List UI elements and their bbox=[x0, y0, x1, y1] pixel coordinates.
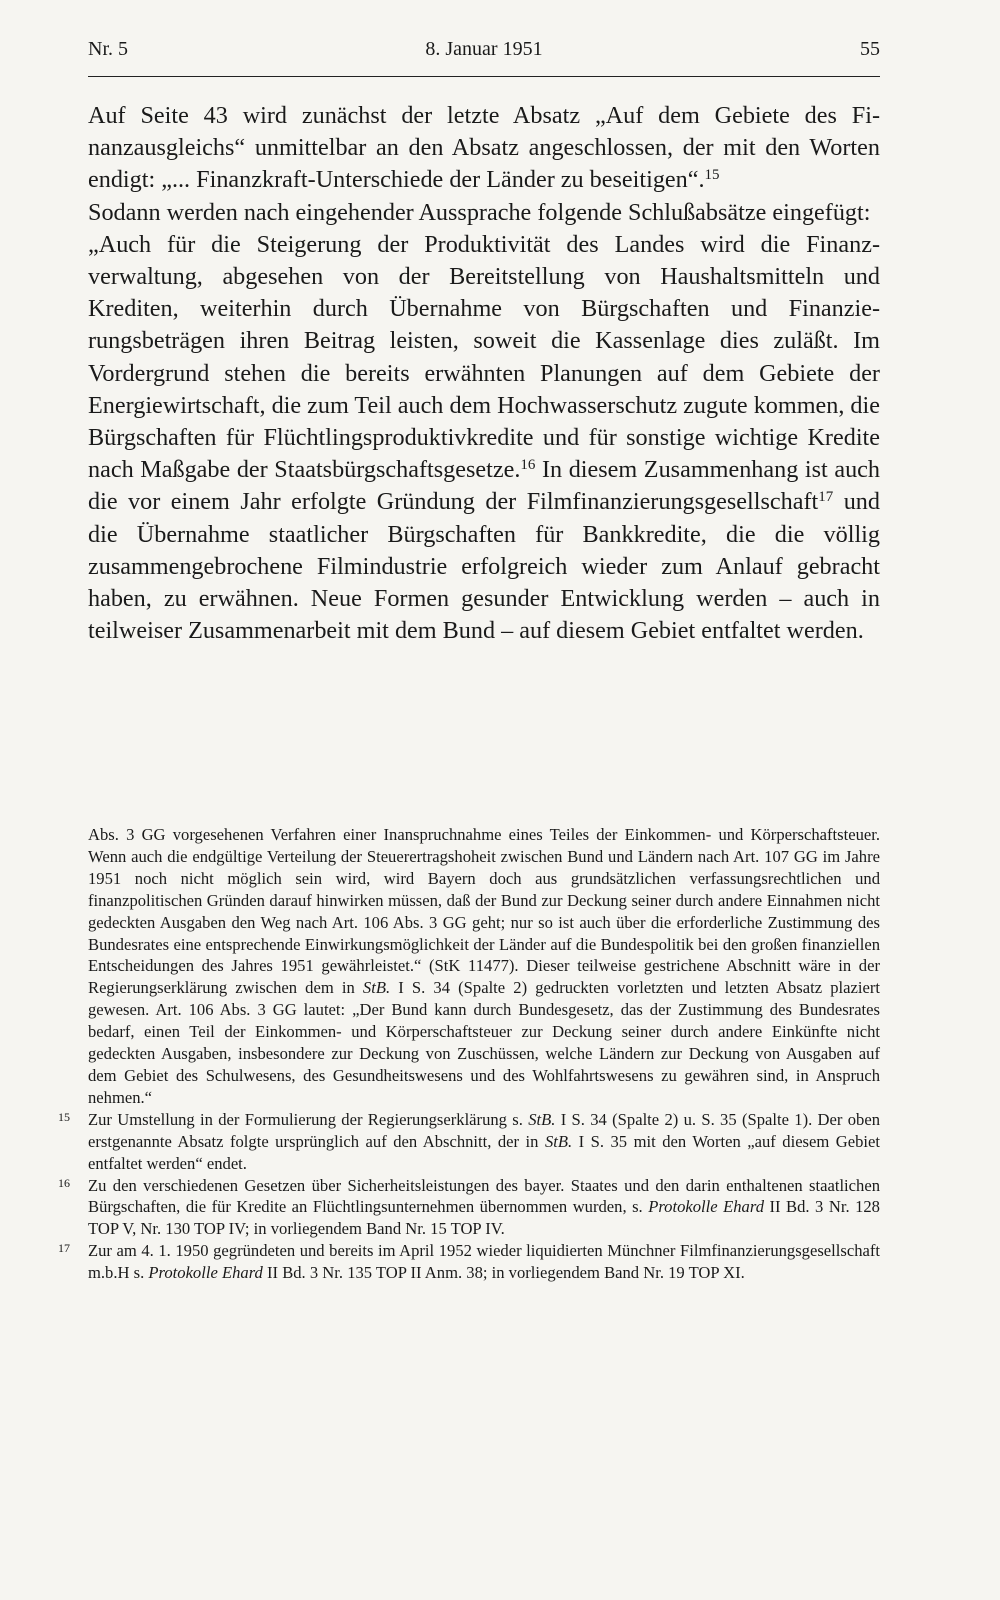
quoted-paragraph bbox=[88, 229, 880, 648]
footnote-17-text-a: Zur am 4. 1. 1950 gegründeten und bereits im April 1952 wieder liquidierten Münchner Filmfinanzierungsgesellschaft m.b.H s. bbox=[88, 1241, 880, 1283]
main-text bbox=[88, 100, 880, 647]
stb-abbrev: StB. bbox=[362, 978, 391, 998]
footnote-ref-17: 17 bbox=[818, 489, 834, 506]
footnote-ref-15: 15 bbox=[704, 167, 720, 184]
footnote-15-stb-2: StB. bbox=[544, 1131, 573, 1151]
footnote-16-text-b: II Bd. 3 Nr. 128 TOP V, Nr. 130 TOP IV; in vorliegendem Band Nr. 15 TOP IV. bbox=[88, 1197, 880, 1239]
footnotes bbox=[58, 824, 880, 1284]
footnote-16 bbox=[58, 1175, 880, 1241]
footnote-16-number: 16 bbox=[58, 1175, 70, 1190]
footnote-ref-16: 16 bbox=[520, 456, 536, 473]
running-header bbox=[88, 36, 880, 77]
footnote-17-number: 17 bbox=[58, 1241, 70, 1256]
footnote-17-citation: Protokolle Ehard bbox=[148, 1263, 263, 1283]
footnote-15-text-b: I S. 34 (Spalte 2) u. S. 35 (Spalte 1). Der oben erstgenannte Absatz folgte ursprünglich auf den Abschnitt, der in bbox=[88, 1109, 880, 1151]
footnote-15-stb-1: StB. bbox=[528, 1109, 556, 1129]
continuation-text-b: I S. 34 (Spalte 2) gedruckten vorletzten und letzten Absatz plaziert gewesen. Art. 106 Abs. 3 GG lautet: „Der Bund kann durch Bundesgesetz, das der Zustimmung des Bundesrates bedarf, einen Teil der Einkommen- und Körperschaftsteuer zur Deckung seiner durch andere Einkünfte nicht gedeckten Ausgaben, insbesondere zur Deckung von Zuschüssen, welche Ländern zur Deckung von Ausgaben auf dem Gebiet des Schulwesens, des Gesundheitswesens und des Wohlfahrtswesens zu gewähren sind, in Anspruch nehmen.“ bbox=[88, 978, 880, 1107]
issue-number: Nr. 5 bbox=[88, 38, 128, 60]
header-date: 8. Januar 1951 bbox=[425, 38, 543, 60]
quote-part-a: „Auch für die Steigerung der Produktivität des Landes wird die Finanzverwaltung, abgesehen von der Bereitstellung von Haushaltsmitteln und Krediten, weiterhin durch Übernahme von Bürgschaften und Finanzierungsbeträgen ihren Beitrag leisten, soweit die Kassenlage dies zuläßt. Im Vordergrund stehen die bereits erwähnten Planungen auf dem Gebiete der Energiewirtschaft, die zum Teil auch dem Hochwasserschutz zugute kommen, die Bürgschaften für Flüchtlingsproduktivkredite und für sonstige wichtige Kredite nach Maßgabe der Staatsbürgschaftsgesetze. bbox=[88, 230, 880, 484]
footnote-15-text-c: I S. 35 mit den Worten „auf diesem Gebiet entfaltet werden“ endet. bbox=[88, 1131, 880, 1173]
footnote-15 bbox=[58, 1109, 880, 1175]
paragraph-1-text: Auf Seite 43 wird zunächst der letzte Absatz „Auf dem Gebiete des Finanzausgleichs“ unmittelbar an den Absatz angeschlossen, der mit den Worten endigt: „... Finanzkraft-Unterschiede der Länder zu beseitigen“. bbox=[88, 102, 880, 194]
paragraph-2: Sodann werden nach eingehender Aussprache folgende Schlußabsätze eingefügt: bbox=[88, 198, 871, 226]
footnote-16-text-a: Zu den verschiedenen Gesetzen über Sicherheitsleistungen des bayer. Staates und den darin enthaltenen staatlichen Bürgschaften, die für Kredite an Flüchtlingsunternehmen übernommen wurden, s. bbox=[88, 1175, 880, 1217]
footnote-15-text-a: Zur Umstellung in der Formulierung der Regierungserklärung s. bbox=[88, 1109, 529, 1129]
footnote-17-text-b: II Bd. 3 Nr. 135 TOP II Anm. 38; in vorliegendem Band Nr. 19 TOP XI. bbox=[262, 1263, 745, 1283]
continuation-text-a: Abs. 3 GG vorgesehenen Verfahren einer Inanspruchnahme eines Teiles der Einkommen- und Körperschaftsteuer. Wenn auch die endgültige Verteilung der Steuerertragshoheit zwischen Bund und Ländern nach Art. 107 GG im Jahre 1951 noch nicht möglich sein wird, wird Bayern doch aus grundsätzlichen verfassungsrechtlichen und finanzpolitischen Gründen darauf hinwirken müssen, daß der Bund zur Deckung seiner durch andere Einnahmen nicht gedeckten Ausgaben den Weg nach Art. 106 Abs. 3 GG geht; nur so ist auch über die erforderliche Zustimmung des Bundesrates eine entsprechende Einwirkungsmöglichkeit der Länder auf die Bundespolitik bei den großen finanziellen Entscheidungen des Jahres 1951 gewährleistet.“ (StK 11477). Dieser teilweise gestrichene Abschnitt wäre in der Regierungserklärung zwischen dem in bbox=[88, 825, 880, 998]
footnote-16-citation: Protokolle Ehard bbox=[648, 1197, 764, 1217]
footnote-15-number: 15 bbox=[58, 1109, 70, 1124]
footnote-17 bbox=[58, 1240, 880, 1284]
quote-part-c: und die Übernahme staatlicher Bürgschaften für Bankkredite, die die völlig zusammengebrochene Filmindustrie erfolgreich wieder zum Anlauf gebracht haben, zu erwähnen. Neue Formen gesunder Entwicklung werden – auch in teilweiser Zusammenarbeit mit dem Bund – auf diesem Gebiet entfaltet werden. bbox=[88, 488, 880, 645]
paragraph-1 bbox=[88, 100, 880, 197]
page-number: 55 bbox=[860, 38, 880, 60]
footnote-continuation bbox=[88, 824, 880, 1109]
quote-part-b: In diesem Zusammenhang ist auch die vor einem Jahr erfolgte Gründung der Filmfinanzierungsgesellschaft bbox=[88, 456, 880, 516]
